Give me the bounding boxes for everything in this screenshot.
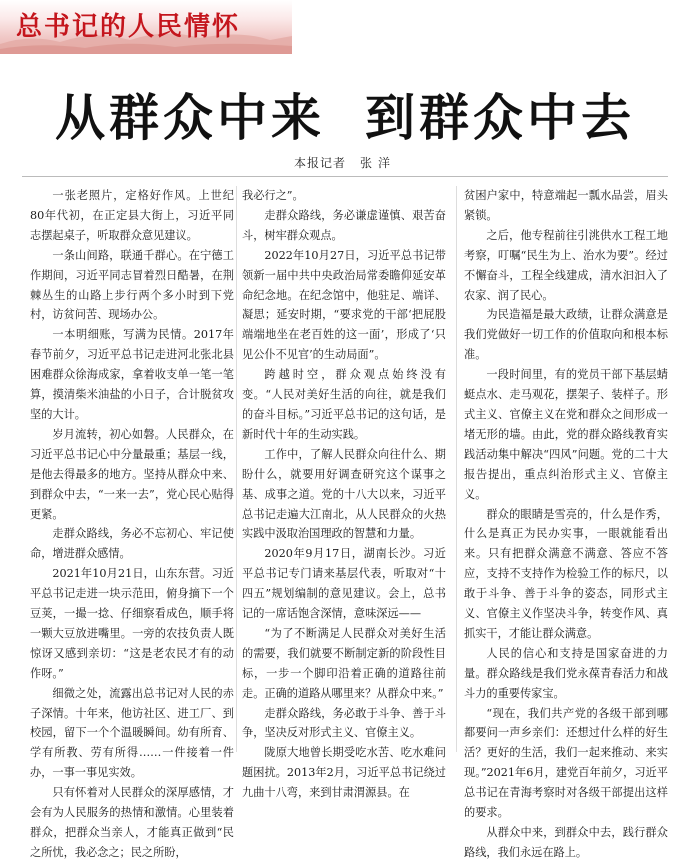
paragraph: 2021年10月21日，山东东营。习近平总书记走进一块示范田，俯身摘下一个豆荚，一撮一捻、仔细察看成色，顺手将一颗大豆放进嘴里。一旁的农技负责人既惊讶又感到亲切：“这是老农民才有的动作呀。”: [30, 567, 234, 680]
section-banner: [0, 0, 292, 54]
paragraph: 2020年9月17日，湖南长沙。习近平总书记专门请来基层代表，听取对“十四五”规划编制的意见建议。会上，总书记的一席话饱含深情，意味深远——: [242, 547, 446, 621]
paragraph: 为民造福是最大政绩，让群众满意是我们党做好一切工作的价值取向和根本标准。: [464, 308, 668, 362]
headline: [0, 78, 690, 150]
paragraph: “为了不断满足人民群众对美好生活的需要，我们就要不断制定新的阶段性目标，一步一个脚印沿着正确的道路往前走。正确的道路从哪里来？从群众中来。”: [242, 626, 446, 700]
paragraph: 之后，他专程前往引洮供水工程工地考察，叮嘱“民生为上、治水为要”。经过不懈奋斗，工程全线建成，清水汩汩入了农家、润了民心。: [464, 228, 668, 302]
paragraph: 岁月流转，初心如磐。人民群众，在习近平总书记心中分量最重；基层一线，是他去得最多的地方。坚持从群众中来、到群众中去，“一来一去”，党心民心贴得更紧。: [30, 427, 234, 521]
headline-part-1: 从群众中来: [55, 89, 325, 147]
paragraph: 人民的信心和支持是国家奋进的力量。群众路线是我们党永葆青春活力和战斗力的重要传家宝。: [464, 646, 668, 700]
paragraph: 走群众路线，务必敢于斗争、善于斗争，坚决反对形式主义、官僚主义。: [242, 706, 446, 740]
paragraph: “现在，我们共产党的各级干部到哪都要问一声乡亲们：还想过什么样的好生活？更好的生活，我们一起来推动、来实现。”2021年6月，建党百年前夕，习近平总书记在青海考察时对各级干部提出这样的要求。: [464, 706, 668, 820]
paragraph: 一本明细账，写满为民情。2017年春节前夕，习近平总书记走进河北张北县困难群众徐海成家，拿着收支单一笔一笔算，摸清柴米油盐的小日子，合计脱贫攻坚的大计。: [30, 328, 234, 421]
byline-author: 张洋: [360, 156, 397, 170]
section-banner-title: 总书记的人民情怀: [16, 12, 241, 42]
paragraph: 一段时间里，有的党员干部下基层蜻蜓点水、走马观花，摆架子、装样子。形式主义、官僚主义在党和群众之间形成一堵无形的墙。由此，党的群众路线教育实践活动集中解决“四风”问题。党的二十大报告提出，重点纠治形式主义、官僚主义。: [464, 368, 668, 501]
paragraph: 工作中，了解人民群众向往什么、期盼什么，就要用好调查研究这个谋事之基、成事之道。党的十八大以来，习近平总书记走遍大江南北，从人民群众的火热实践中汲取治国理政的智慧和力量。: [242, 447, 446, 541]
paragraph: 2022年10月27日，习近平总书记带领新一届中共中央政治局常委瞻仰延安革命纪念地。在纪念馆中，他驻足、端详、凝思；延安时期，“要求党的干部‘把屁股端端地坐在老百姓的这一面’，形成了‘只见公仆不见官’的生动局面”。: [242, 248, 446, 362]
byline: [0, 154, 690, 171]
paragraph: 走群众路线，务必谦虚谨慎、艰苦奋斗，树牢群众观点。: [242, 208, 446, 242]
paragraph: 只有怀着对人民群众的深厚感情，才会有为人民服务的热情和激情。心里装着群众，把群众当亲人，才能真正做到“民之所忧，我必念之；民之所盼，: [30, 786, 234, 859]
paragraph: 一张老照片，定格好作风。上世纪80年代初，在正定县大街上，习近平同志摆起桌子，听取群众意见建议。: [30, 189, 234, 242]
paragraph: 我必行之”。: [242, 189, 304, 202]
paragraph: 一条山间路，联通千群心。在宁德工作期间，习近平同志冒着烈日酷暑，在荆棘丛生的山路上步行两个多小时到下党村，访贫问苦、现场办公。: [30, 248, 234, 322]
paragraph: 细微之处，流露出总书记对人民的赤子深情。十年来，他访社区、进工厂、到校园，留下一个个温暖瞬间。幼有所育、学有所教、劳有所得……一件接着一件办，一事一事见实效。: [30, 686, 234, 780]
article-column-1: [30, 186, 234, 863]
article-column-2: [242, 186, 446, 803]
paragraph: 陇原大地曾长期受吃水苦、吃水难问题困扰。2013年2月，习近平总书记绕过九曲十八弯，来到甘肃渭源县。在: [242, 746, 446, 800]
paragraph: 群众的眼睛是雪亮的，什么是作秀，什么是真正为民办实事，一眼就能看出来。只有把群众满意不满意、答应不答应，支持不支持作为检验工作的标尺，以敢于斗争、善于斗争的姿态，同形式主义、官僚主义作坚决斗争，转变作风、真抓实干，才能让群众满意。: [464, 507, 668, 640]
paragraph: 从群众中来，到群众中去，践行群众路线，我们永远在路上。: [464, 826, 668, 859]
article-column-3: [464, 186, 668, 863]
paragraph: 走群众路线，务必不忘初心、牢记使命，增进群众感情。: [30, 527, 234, 561]
headline-part-2: 到群众中去: [365, 89, 635, 147]
paragraph: 跨越时空，群众观点始终没有变。“人民对美好生活的向往，就是我们的奋斗目标。”习近平总书记的这句话，是新时代十年的生动实践。: [242, 368, 446, 441]
paragraph: 贫困户家中，特意端起一瓢水品尝，眉头紧锁。: [464, 189, 668, 222]
column-divider: [236, 186, 237, 752]
divider: [22, 176, 668, 177]
column-divider: [456, 186, 457, 752]
byline-prefix: 本报记者: [293, 156, 346, 170]
